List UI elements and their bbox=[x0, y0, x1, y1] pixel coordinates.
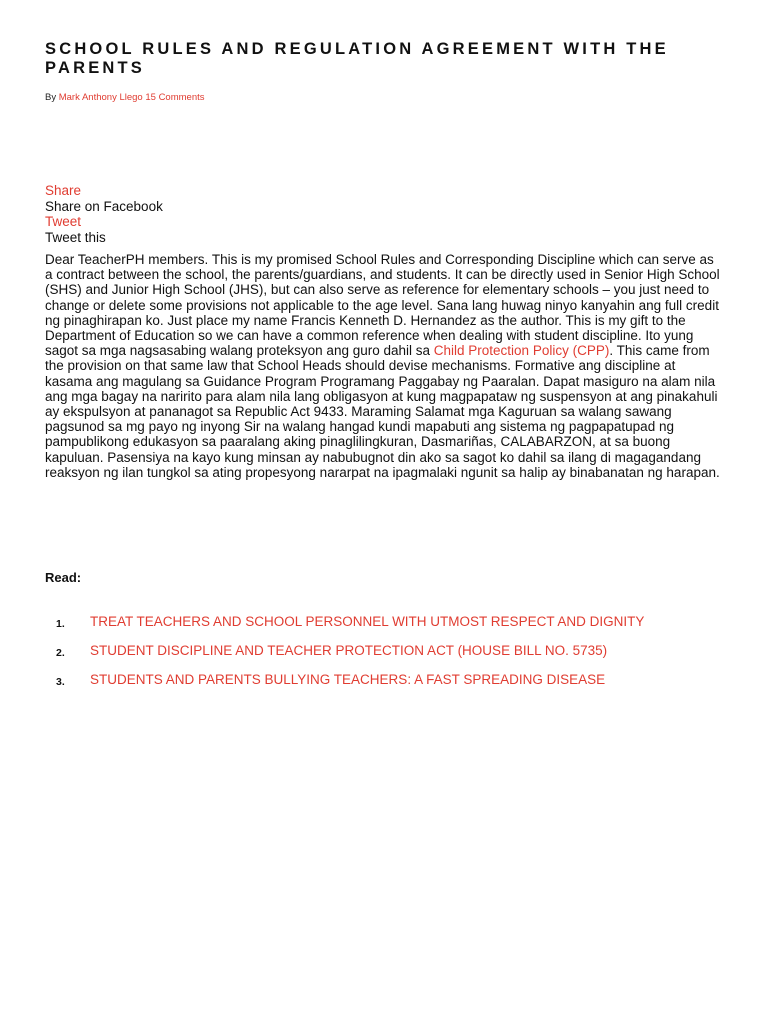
tweet-this-text[interactable]: Tweet this bbox=[45, 229, 106, 245]
author-link[interactable]: Mark Anthony Llego bbox=[58, 92, 143, 103]
list-item bbox=[45, 614, 705, 630]
list-item bbox=[45, 643, 705, 659]
related-article-link[interactable]: STUDENTS AND PARENTS BULLYING TEACHERS: A FAST SPREADING DISEASE bbox=[90, 672, 606, 687]
body-text-part2: . This came from the provision on that same law that School Heads should devise mechanisms. Formative ang discipline at kasama ang magulang sa Guidance Program Programang Paggabay ng Paaralan. Dapat masiguro na alam nila ang mga bagay na naririto para alam nila lang obligasyon at kung magpapataw ng suspensyon at ang pinakahuli ay ekspulsyon at pananagot sa Republic Act 9433. Maraming Salamat mga Kaguruan sa walang sawang pagsunod sa mg payo ng inyong Sir na walang hangad kundi mapabuti ang sistema ng pagpapatupad ng pampublikong edukasyon sa paaralang aking pinaglilingkuran, Dasmariñas, CALABARZON, at sa buong kapuluan. Pasensiya na kayo kung minsan ay nabubugnot din ako sa sagot ko dahil sa ilang di magagandang reaksyon ng ilan tungkol sa ating propesyong nararpat na ipagmalaki ngunit sa halip ay binabanatan ng harapan. bbox=[45, 343, 720, 480]
article-title: SCHOOL RULES AND REGULATION AGREEMENT WITH THE PARENTS bbox=[45, 40, 669, 77]
related-article-link[interactable]: STUDENT DISCIPLINE AND TEACHER PROTECTION ACT (HOUSE BILL NO. 5735) bbox=[90, 643, 608, 658]
related-articles-list bbox=[45, 614, 705, 701]
list-item-number: 3. bbox=[56, 676, 65, 688]
share-block bbox=[45, 183, 163, 245]
read-label: Read: bbox=[45, 570, 82, 585]
byline bbox=[45, 92, 205, 104]
list-item-number: 2. bbox=[56, 647, 65, 659]
tweet-link[interactable]: Tweet bbox=[45, 214, 82, 229]
related-article-link[interactable]: TREAT TEACHERS AND SCHOOL PERSONNEL WITH UTMOST RESPECT AND DIGNITY bbox=[90, 614, 645, 629]
list-item-number: 1. bbox=[56, 618, 65, 630]
byline-prefix: By bbox=[45, 92, 57, 103]
article-body bbox=[45, 252, 725, 480]
child-protection-policy-link[interactable]: Child Protection Policy (CPP) bbox=[433, 343, 610, 359]
list-item bbox=[45, 672, 705, 688]
share-link[interactable]: Share bbox=[45, 183, 82, 198]
comments-link[interactable]: 15 Comments bbox=[145, 92, 205, 103]
share-facebook-text[interactable]: Share on Facebook bbox=[45, 198, 163, 214]
body-text-part1: Dear TeacherPH members. This is my promised School Rules and Corresponding Discipline which can serve as a contract between the school, the parents/guardians, and students. It can be directly used in Senior High School (SHS) and Junior High School (JHS), but can also serve as reference for elementary schools – you just need to change or delete some provisions not applicable to the age level. Sana lang huwag ninyo kanyahin ang full credit ng pinaghirapan ko. Just place my name Francis Kenneth D. Hernandez as the author. This is my gift to the Department of Education so we can have a common reference when dealing with student discipline. Ito yung sagot sa mga nagsasabing walang proteksyon ang guro dahil sa bbox=[45, 252, 720, 359]
